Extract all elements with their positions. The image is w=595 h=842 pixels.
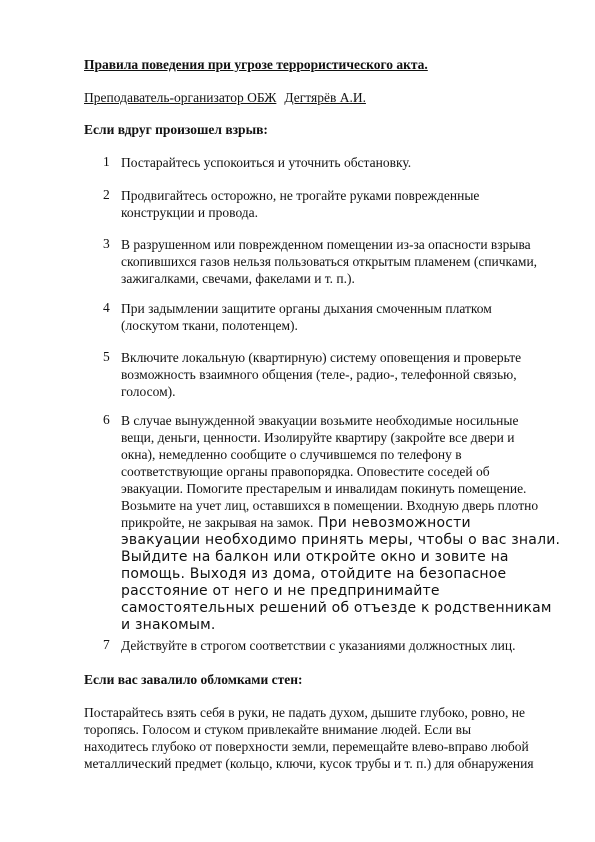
list-item-number: 1 (103, 154, 110, 169)
list-item-text (121, 300, 561, 334)
text-line: торопясь. Голосом и стуком привлекайте внимание людей. Если вы (84, 722, 472, 737)
list-item-number: 3 (103, 236, 110, 251)
text-line: (лоскутом ткани, полотенцем). (121, 318, 298, 333)
text-line: Включите локальную (квартирную) систему оповещения и проверьте (121, 350, 522, 365)
text-line: конструкции и провода. (121, 205, 259, 220)
text-segment: прикройте, не закрывая на замок. (121, 515, 314, 530)
text-line: В разрушенном или поврежденном помещении из-за опасности взрыва (121, 237, 531, 252)
text-line: Возьмите на учет лиц, оставшихся в помещении. Входную дверь плотно (121, 498, 539, 513)
list-item-text (121, 412, 561, 634)
list-item-text (121, 349, 561, 400)
section2-heading: Если вас завалило обломками стен: (84, 672, 303, 687)
list-item-number: 4 (103, 300, 110, 315)
text-line: находитесь глубоко от поверхности земли, перемещайте влево-вправо любой (84, 739, 529, 754)
text-line: возможность взаимного общения (теле-, радио-, телефонной связью, (121, 367, 517, 382)
author-role: Преподаватель-организатор ОБЖ (84, 90, 277, 105)
text-line: Выйдите на балкон или откройте окно и зовите на (121, 549, 509, 565)
text-line: и знакомым. (121, 617, 216, 633)
text-line: металлический предмет (кольцо, ключи, кусок трубы и т. п.) для обнаружения (84, 756, 534, 771)
list-item-text (121, 187, 561, 221)
list-item-text (121, 236, 561, 287)
list-item-text (121, 637, 561, 654)
text-line: помощь. Выходя из дома, отойдите на безопасное (121, 566, 507, 582)
text-line: голосом). (121, 384, 176, 399)
list-item-number: 5 (103, 349, 110, 364)
text-line: Продвигайтесь осторожно, не трогайте руками поврежденные (121, 188, 480, 203)
text-line: самостоятельных решений об отъезде к родственникам (121, 600, 552, 616)
text-line: Действуйте в строгом соответствии с указаниями должностных лиц. (121, 638, 516, 653)
text-segment: При невозможности (313, 515, 471, 531)
document-title: Правила поведения при угрозе террористического акта. (84, 57, 428, 72)
text-line: зажигалками, свечами, факелами и т. п.). (121, 271, 355, 286)
text-line: вещи, деньги, ценности. Изолируйте квартиру (закройте все двери и (121, 430, 515, 445)
author-line (84, 90, 366, 106)
section2-paragraph (84, 704, 554, 772)
text-line-mixed (121, 514, 561, 532)
text-line: эвакуации. Помогите престарелым и инвалидам покинуть помещение. (121, 481, 527, 496)
text-line: Постарайтесь взять себя в руки, не падать духом, дышите глубоко, ровно, не (84, 705, 526, 720)
list-item-number: 6 (103, 412, 110, 427)
author-name: Дегтярёв А.И. (284, 90, 366, 105)
text-line: При задымлении защитите органы дыхания смоченным платком (121, 301, 492, 316)
section1-heading: Если вдруг произошел взрыв: (84, 122, 268, 137)
text-line: Постарайтесь успокоиться и уточнить обстановку. (121, 155, 412, 170)
text-line: скопившихся газов нельзя пользоваться открытым пламенем (спичками, (121, 254, 538, 269)
text-line: В случае вынужденной эвакуации возьмите необходимые носильные (121, 413, 519, 428)
text-line: окна), немедленно сообщите о случившемся по телефону в (121, 447, 462, 462)
text-line: соответствующие органы правопорядка. Оповестите соседей об (121, 464, 490, 479)
list-item-text (121, 154, 561, 171)
text-line: эвакуации необходимо принять меры, чтобы о вас знали. (121, 532, 561, 548)
text-line: расстояние от него и не предпринимайте (121, 583, 440, 599)
list-item-number: 7 (103, 637, 110, 652)
list-item-number: 2 (103, 187, 110, 202)
